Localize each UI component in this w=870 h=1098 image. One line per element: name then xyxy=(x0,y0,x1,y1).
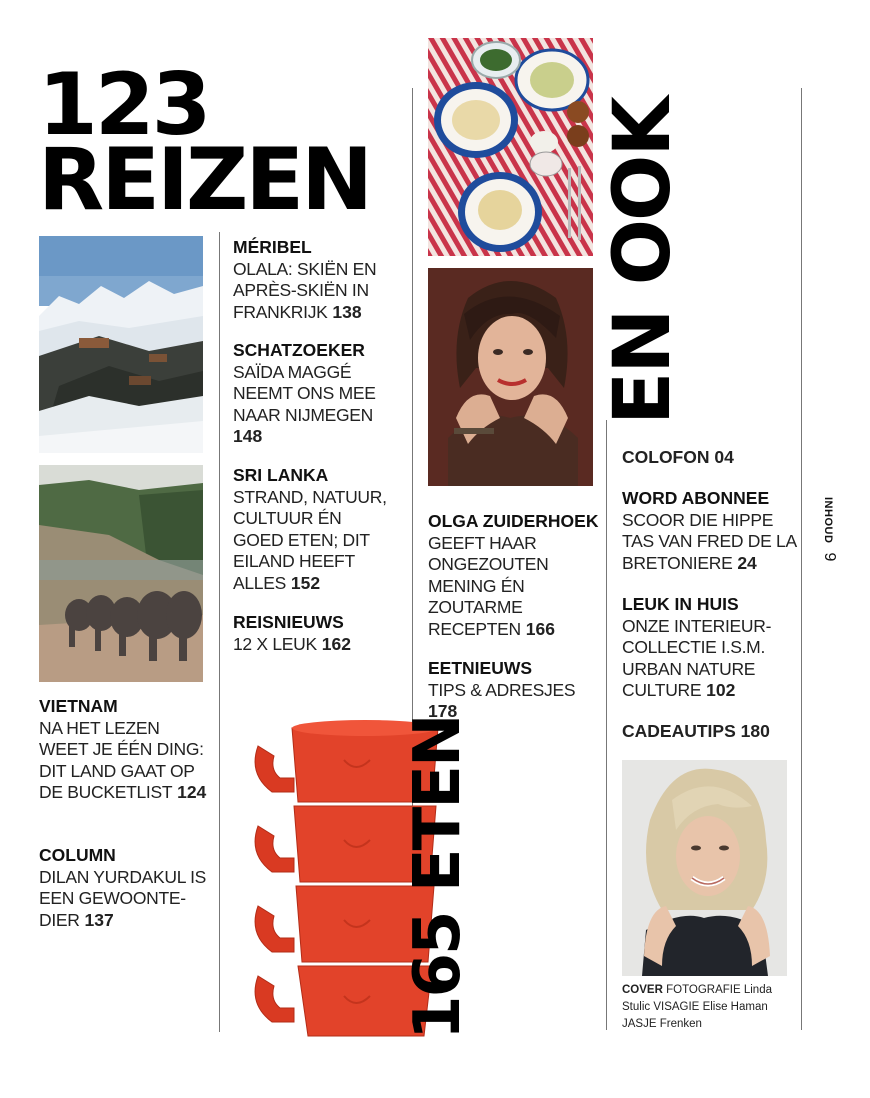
cover-credit-name: Elise Haman xyxy=(702,1001,768,1013)
reizen-heading-word: REIZEN xyxy=(38,130,371,231)
cover-portrait-photo xyxy=(622,760,787,976)
en-ook-heading: EN OOK xyxy=(598,98,688,425)
cover-credit-name: Linda Stulic xyxy=(622,984,772,1013)
toc-item-meribel[interactable] xyxy=(233,237,403,323)
toc-item-leuk-in-huis[interactable] xyxy=(622,594,797,702)
toc-item-cadeautips[interactable] xyxy=(622,721,797,743)
toc-item-title: SCHATZOEKER xyxy=(233,340,365,360)
toc-item-text: TIPS & ADRESJES xyxy=(428,679,576,700)
toc-item-text: OLALA: SKIËN EN APRÈS-SKIËN IN FRANKRIJK xyxy=(233,258,377,322)
toc-item-title: MÉRIBEL xyxy=(233,237,312,257)
toc-item-title: VIETNAM xyxy=(39,696,118,716)
toc-item-page: 102 xyxy=(706,680,736,700)
toc-item-title: SRI LANKA xyxy=(233,465,329,485)
toc-item-text: DILAN YURDAKUL IS EEN GEWOONTE-DIER xyxy=(39,866,207,930)
toc-item-page: 124 xyxy=(177,782,207,802)
toc-item-page: 178 xyxy=(428,701,458,721)
toc-item-colofon[interactable] xyxy=(622,447,797,469)
toc-item-page: 04 xyxy=(714,447,734,467)
toc-item-eetnieuws[interactable] xyxy=(428,658,608,723)
folio xyxy=(820,497,838,561)
toc-item-text: SAÏDA MAGGÉ NEEMT ONS MEE NAAR NIJMEGEN xyxy=(233,361,376,425)
toc-item-page: 138 xyxy=(332,301,362,322)
toc-item-page: 162 xyxy=(321,633,351,654)
toc-item-text: NA HET LEZEN WEET JE ÉÉN DING: DIT LAND GAAT OP DE BUCKETLIST xyxy=(39,717,204,802)
folio-section: INHOUD xyxy=(822,497,834,544)
toc-item-schatzoeker[interactable] xyxy=(233,340,403,448)
toc-item-text: GEEFT HAAR ONGEZOUTEN MENING ÉN ZOUTARME RECEPTEN xyxy=(428,532,549,639)
toc-item-title: COLOFON xyxy=(622,447,710,467)
column-divider-1 xyxy=(219,232,220,1032)
elephants-photo xyxy=(39,465,203,682)
toc-item-title: REISNIEUWS xyxy=(233,612,344,632)
cover-credit-label: FOTOGRAFIE xyxy=(666,984,741,996)
toc-item-page: 166 xyxy=(525,618,555,639)
toc-item-page: 137 xyxy=(84,909,114,930)
cover-credit xyxy=(622,982,792,1033)
toc-item-word-abonnee[interactable] xyxy=(622,488,797,574)
cover-credit-name: Frenken xyxy=(659,1018,702,1030)
toc-item-title: EETNIEUWS xyxy=(428,658,533,678)
folio-page: 9 xyxy=(821,552,838,562)
reizen-heading-number: 123 xyxy=(38,55,209,155)
toc-item-page: 152 xyxy=(290,572,321,593)
food-table-photo xyxy=(428,38,593,256)
toc-item-page: 24 xyxy=(737,552,757,573)
toc-item-title: CADEAUTIPS xyxy=(622,721,736,741)
toc-item-page: 180 xyxy=(740,721,770,741)
toc-item-title: WORD ABONNEE xyxy=(622,488,770,508)
cover-label: COVER xyxy=(622,984,663,996)
toc-item-text: STRAND, NATUUR, CULTUUR ÉN GOED ETEN; DIT EILAND HEEFT ALLES xyxy=(233,486,387,593)
toc-item-title: OLGA ZUIDERHOEK xyxy=(428,511,599,531)
reizen-heading xyxy=(38,55,371,231)
toc-item-column[interactable] xyxy=(39,845,209,931)
cover-credit-label: JASJE xyxy=(622,1018,657,1030)
eten-heading: 165 ETEN xyxy=(401,715,475,1040)
toc-item-text: ONZE INTERIEUR-COLLECTIE I.S.M. URBAN NATURE CULTURE xyxy=(622,615,772,700)
toc-item-sri-lanka[interactable] xyxy=(233,465,393,594)
toc-item-text: SCOOR DIE HIPPE TAS VAN FRED DE LA BRETONIERE xyxy=(622,509,796,573)
olga-portrait-photo xyxy=(428,268,593,486)
toc-item-olga-zuiderhoek[interactable] xyxy=(428,511,608,640)
cover-credit-label: VISAGIE xyxy=(653,1001,700,1013)
toc-item-title: COLUMN xyxy=(39,845,116,865)
toc-item-reisnieuws[interactable] xyxy=(233,612,403,655)
toc-item-text: 12 X LEUK xyxy=(233,633,317,654)
toc-item-vietnam[interactable] xyxy=(39,696,209,804)
meribel-photo xyxy=(39,236,203,453)
toc-item-title: LEUK IN HUIS xyxy=(622,594,739,614)
toc-item-page: 148 xyxy=(233,426,263,446)
column-divider-4 xyxy=(801,88,802,1030)
